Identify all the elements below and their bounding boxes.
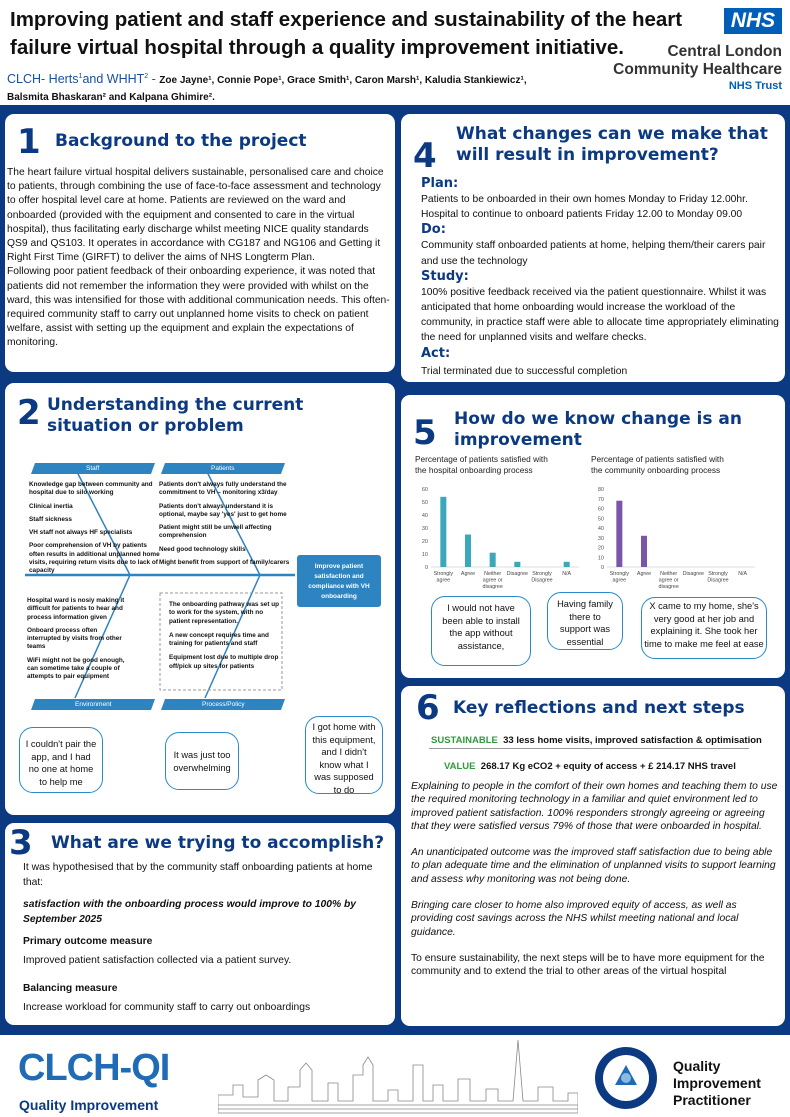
- x-tick-label: N/A: [738, 571, 748, 577]
- section-2-title-line-1: Understanding the current: [47, 395, 304, 415]
- plan-text: Patients to be onboarded in their own homes Monday to Friday 12.00hr. Hospital to continue to onboard patients Friday 12.00 to Monday 09.00: [421, 194, 748, 221]
- divider: [429, 748, 749, 749]
- sustainable-text: 33 less home visits, improved satisfaction & optimisation: [503, 735, 762, 746]
- section-5-title-line-2: improvement: [454, 430, 582, 450]
- x-tick-label: agree: [436, 577, 451, 584]
- section-2-number: 2: [17, 393, 41, 433]
- section-5-title-line-1: How do we know change is an: [454, 409, 742, 429]
- qip-badge-icon: [593, 1045, 659, 1111]
- chart-title-line: the community onboarding process: [591, 465, 721, 475]
- org-herts: CLCH- Herts$^1$and WHHT$^2$ -: [7, 72, 160, 87]
- section-4-title: [456, 124, 768, 166]
- x-tick-label: Agree: [636, 571, 652, 577]
- value-row: [444, 761, 736, 772]
- staff-causes: [29, 481, 164, 576]
- fishbone-environment-label: Environment: [31, 699, 155, 710]
- feedback-bubble-2: Having family there to support was essential: [547, 592, 623, 650]
- feedback-bubble-3: X came to my home, she's very good at her job and explaining it. She took her time to make me feel at ease: [641, 597, 767, 659]
- poster-header: [0, 0, 790, 105]
- y-tick-label: 20: [597, 545, 604, 552]
- section-4-number: 4: [413, 136, 437, 176]
- authors: [7, 68, 577, 106]
- patient-quote-bubble-2: It was just too overwhelming: [165, 732, 239, 790]
- fishbone-staff-label: Staff: [31, 463, 155, 474]
- section-2-title-line-2: situation or problem: [47, 416, 244, 436]
- bar: [641, 536, 647, 567]
- patient-cause: Might benefit from support of family/carers: [159, 559, 290, 567]
- bar: [564, 562, 570, 567]
- chart-title-line: Percentage of patients satisfied with: [415, 454, 548, 464]
- hospital-satisfaction-chart: [413, 453, 583, 593]
- section-1-body: [7, 166, 391, 351]
- nhs-logo: NHS: [724, 8, 782, 34]
- bar: [616, 501, 622, 567]
- x-tick-label: disagree: [658, 584, 679, 590]
- staff-cause: Staff sickness: [29, 515, 72, 523]
- x-tick-label: Neither: [660, 571, 678, 577]
- hypothesis-text: It was hypothesised that by the community staff onboarding patients at home that:: [23, 862, 373, 888]
- next-steps-para: To ensure sustainability, the next steps will be to have more equipment for the community and to extend the trial to other areas of the virtual hospital: [411, 952, 765, 978]
- x-tick-label: disagree: [482, 584, 503, 590]
- x-tick-label: agree or: [658, 577, 679, 584]
- section-6-panel: [401, 686, 785, 1026]
- section-1-title: Background to the project: [55, 131, 307, 151]
- x-tick-label: N/A: [562, 571, 572, 577]
- act-heading: Act:: [421, 345, 451, 361]
- y-tick-label: 20: [421, 539, 428, 545]
- staff-cause: Poor comprehension of VH by patients often results in additional unplanned home visits, requiring return visits due to lack of capacity: [29, 542, 160, 575]
- patient-cause: Patients don't always understand it is optional, maybe say 'yes' just to get home: [159, 502, 287, 518]
- authors-line-1: Zoe Jayne¹, Connie Pope¹, Grace Smith¹, Caron Marsh¹, Kaludia Stankiewicz¹,: [159, 75, 527, 87]
- section-1-number: 1: [17, 122, 41, 162]
- section-6-number: 6: [416, 688, 440, 728]
- staff-cause: Clinical inertia: [29, 502, 73, 510]
- title-line-2: failure virtual hospital through a quality improvement initiative.: [10, 36, 624, 59]
- balancing-measure-heading: Balancing measure: [23, 983, 118, 994]
- x-tick-label: Disagree: [682, 571, 704, 577]
- qip-label-line-1: Quality: [673, 1058, 721, 1074]
- section-4-panel: [401, 114, 785, 382]
- y-tick-label: 60: [597, 506, 604, 513]
- x-tick-label: Neither: [484, 571, 502, 577]
- act-text: Trial terminated due to successful completion: [421, 365, 628, 377]
- clch-qi-logo: CLCH-QI: [18, 1047, 170, 1089]
- patient-cause: Patients don't always fully understand the commitment to VH – monitoring x3/day: [159, 481, 287, 497]
- y-tick-label: 30: [421, 526, 428, 532]
- y-tick-label: 70: [597, 496, 604, 503]
- do-text: Community staff onboarded patients at home, helping them/their carers pair and use the technology: [421, 240, 766, 267]
- study-heading: Study:: [421, 268, 469, 284]
- section-6-title: Key reflections and next steps: [453, 698, 745, 718]
- y-tick-label: 40: [597, 526, 604, 532]
- community-satisfaction-chart: [589, 453, 759, 593]
- section-4-body: [421, 176, 781, 379]
- section-5-title: [454, 409, 742, 451]
- value-label: VALUE: [444, 761, 476, 772]
- primary-measure-heading: Primary outcome measure: [23, 936, 153, 947]
- fishbone-patients-label: Patients: [161, 463, 285, 474]
- bar: [440, 497, 446, 567]
- environment-cause: Hospital ward is nosiy making it difficult for patients to hear and process information given: [27, 597, 125, 621]
- y-tick-label: 10: [421, 552, 428, 558]
- title-line-1: Improving patient and staff experience and sustainability of the heart: [10, 8, 683, 31]
- section-5-panel: [401, 395, 785, 678]
- y-tick-label: 80: [597, 487, 604, 493]
- reflection-para-3: Bringing care closer to home also improved equity of access, as well as providing cost savings across the NHS whilst meeting national and local guidance.: [411, 900, 739, 938]
- process-cause: The onboarding pathway was set up to work for the system, with no patient representation.: [169, 601, 280, 625]
- aim-statement: satisfaction with the onboarding process would improve to 100% by September 2025: [23, 899, 356, 925]
- x-tick-label: agree or: [482, 577, 503, 584]
- study-text: 100% positive feedback received via the patient questionnaire. Whilst it was anticipated that home onboarding would increase the workload of the community, in practice staff were able to allocate time appropriately eliminating the need for unplanned visits and welfare checks.: [421, 286, 779, 344]
- sustainable-label: SUSTAINABLE: [431, 735, 498, 746]
- clch-qi-subtitle: Quality Improvement: [19, 1097, 159, 1113]
- fishbone-process-label: Process/Policy: [161, 699, 285, 710]
- y-tick-label: 40: [421, 513, 428, 519]
- patient-quote-bubble-3: I got home with this equipment, and I didn't know what I was supposed to do: [305, 716, 383, 794]
- x-tick-label: Disagree: [707, 577, 729, 584]
- chart-title-line: Percentage of patients satisfied with: [591, 454, 724, 464]
- y-tick-label: 0: [600, 565, 604, 571]
- x-tick-label: Strongly: [609, 571, 630, 577]
- qip-label: [673, 1058, 761, 1109]
- reflection-para-2: An unanticipated outcome was the improved staff satisfaction due to being able to plan adequate time and the elimination of unplanned visits to support learning and assess why monitoring was not being done.: [411, 847, 776, 885]
- x-tick-label: Disagree: [531, 577, 553, 584]
- bar: [465, 535, 471, 568]
- process-cause: Equipment lost due to multiple drop off/pick up sites for patients: [169, 654, 279, 670]
- staff-cause: Knowledge gap between community and hospital due to silo working: [29, 481, 153, 497]
- process-cause: A new concept requires time and training for patients and staff: [169, 631, 269, 648]
- x-tick-label: Strongly: [433, 571, 454, 577]
- chart-title-line: the hospital onboarding process: [415, 465, 533, 475]
- patient-cause: Patient might still be unwell affecting comprehension: [159, 524, 272, 540]
- bar: [490, 553, 496, 567]
- x-tick-label: Disagree: [506, 571, 528, 577]
- section-1-para-1: The heart failure virtual hospital delivers sustainable, personalised care and choice to patients, through combining the use of face-to-face assessment and technology to offer hospital level care at home. Patients are reviewed on the ward and onboarded (provided with the equipment and consented to care in the virtual hospital), thus facilitating early discharge whilst meeting NICE quality standards QS9 and QS103. It operates in accordance with CG187 and NG106 and Getting it Right First Time (GIRFT) to deliver the aims of NHS Longterm Plan.: [7, 167, 384, 264]
- authors-line-2: Balsmita Bhaskaran² and Kalpana Ghimire².: [7, 92, 215, 104]
- section-3-number: 3: [9, 823, 33, 863]
- london-skyline-illustration: [218, 1035, 578, 1117]
- primary-measure-text: Improved patient satisfaction collected via a patient survey.: [23, 954, 292, 966]
- x-tick-label: Strongly: [532, 571, 552, 577]
- process-causes: [169, 601, 281, 671]
- poster-footer: [0, 1035, 790, 1117]
- section-3-title: What are we trying to accomplish?: [51, 833, 385, 853]
- environment-causes: [27, 597, 132, 682]
- qip-label-line-2: Improvement: [673, 1075, 761, 1091]
- patient-quote-bubble-1: I couldn't pair the app, and I had no one at home to help me: [19, 727, 103, 793]
- y-tick-label: 10: [597, 555, 604, 562]
- y-tick-label: 30: [597, 535, 604, 542]
- section-4-title-line-1: What changes can we make that: [456, 124, 768, 144]
- y-tick-label: 0: [424, 565, 428, 571]
- bar: [514, 562, 520, 567]
- trust-name-3: NHS Trust: [728, 80, 782, 92]
- section-3-body: [23, 861, 383, 1015]
- y-tick-label: 50: [421, 500, 428, 506]
- patient-cause: Need good technology skills: [159, 545, 246, 553]
- qip-label-line-3: Practitioner: [673, 1092, 751, 1108]
- reflection-para-1: Explaining to people in the comfort of their own homes and teaching them to use the required monitoring technology in a familiar and quiet environment led to improved patient satisfaction. 100% responders strongly agreeing or agreeing that they were satisfied versus 79% of those that were onboarded in hospital.: [411, 781, 778, 832]
- do-heading: Do:: [421, 222, 446, 238]
- section-3-panel: [5, 823, 395, 1025]
- environment-cause: WiFi might not be good enough, can sometime take a couple of attempts to pair equipment: [27, 656, 125, 681]
- plan-heading: Plan:: [421, 176, 459, 191]
- x-tick-label: Agree: [460, 571, 476, 577]
- poster-title: [10, 6, 710, 62]
- balancing-measure-text: Increase workload for community staff to carry out onboardings: [23, 1001, 311, 1013]
- trust-name-2: Community Healthcare: [613, 61, 782, 78]
- feedback-bubble-1: I would not have been able to install the app without assistance,: [431, 596, 531, 666]
- section-5-number: 5: [413, 413, 437, 453]
- section-1-panel: [5, 114, 395, 372]
- patient-causes: [159, 481, 294, 567]
- x-tick-label: agree: [612, 577, 627, 584]
- section-1-para-2: Following poor patient feedback of their onboarding experience, it was noted that patients did not remember the information they were provided with whilst on the ward, this was intensified for those with additional communication needs. This often-required community staff to carry out unplanned home visits to check on patient welfare, assist with setting up the equipment and explain the expectations of monitoring.: [7, 266, 390, 349]
- section-6-body: [411, 780, 781, 979]
- value-text: 268.17 Kg eCO2 + equity of access + £ 214.17 NHS travel: [480, 761, 736, 772]
- y-tick-label: 50: [597, 516, 604, 523]
- staff-cause: VH staff not always HF specialists: [29, 529, 133, 537]
- sustainable-row: [431, 735, 762, 746]
- section-4-title-line-2: will result in improvement?: [456, 145, 719, 165]
- fishbone-head: Improve patient satisfaction and compliance with VH onboarding: [297, 555, 381, 607]
- trust-name-1: Central London: [667, 43, 782, 60]
- x-tick-label: Strongly: [708, 571, 728, 577]
- y-tick-label: 60: [421, 487, 428, 493]
- environment-cause: Onboard process often interrupted by visits from other teams: [27, 626, 122, 651]
- section-2-panel: [5, 383, 395, 815]
